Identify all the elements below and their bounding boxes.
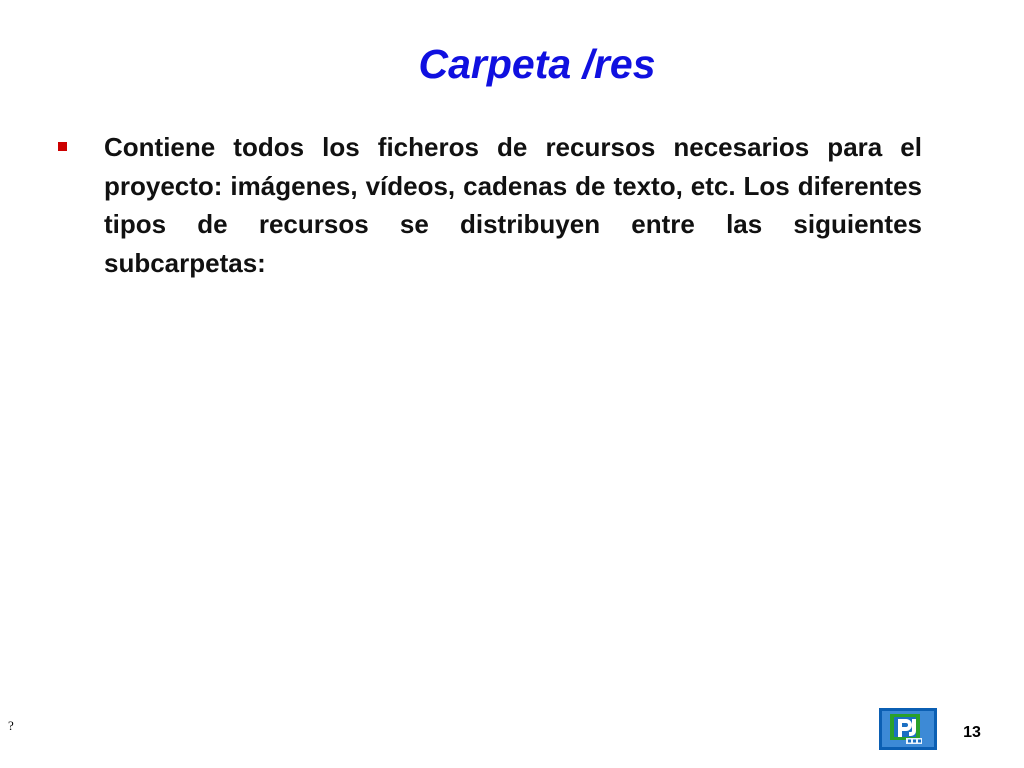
logo-graphic-icon [882,711,934,747]
square-bullet-icon [58,142,67,151]
bullet-text: Contiene todos los ficheros de recursos necesarios para el proyecto: imágenes, vídeos, cadenas de texto, etc. Los diferentes tipos de recursos se distribuyen entre las siguientes subcarpetas: [104,132,922,278]
bullet-list [56,128,922,282]
slide-title: Carpeta /res [418,41,656,87]
footer-mark: ? [8,718,14,733]
bullet-item [56,128,922,282]
presentation-logo-icon [879,708,937,750]
page-number: 13 [963,724,981,741]
